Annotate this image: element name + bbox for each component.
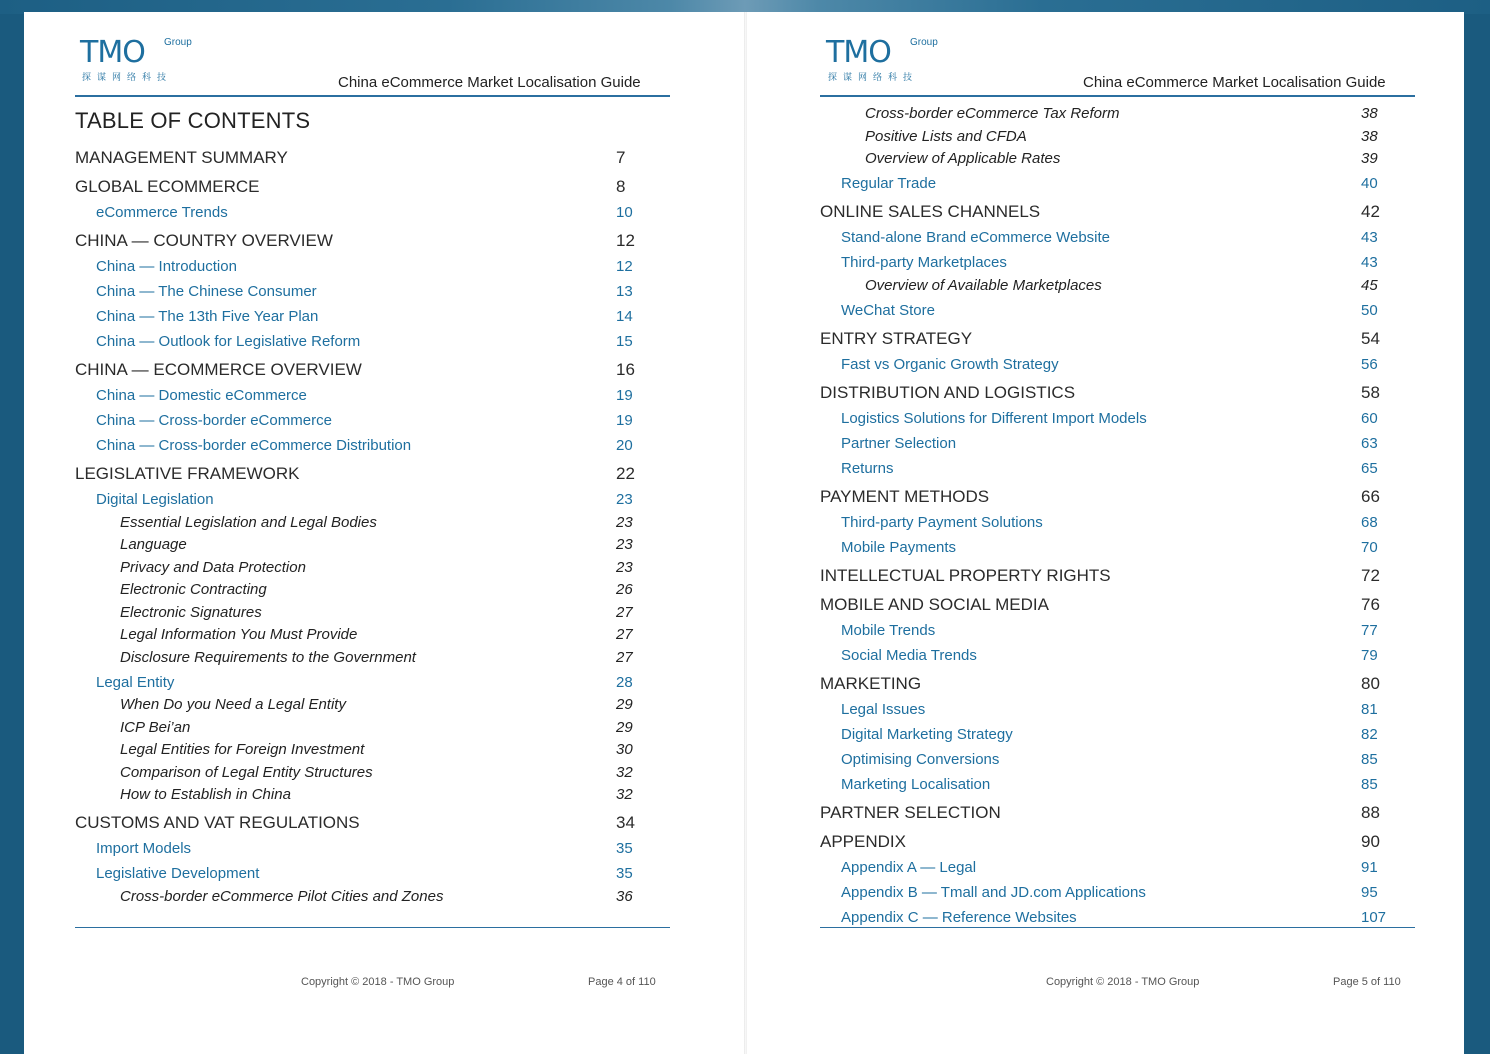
toc-entry-page: 60 (1361, 409, 1378, 427)
toc-entry-title: Electronic Signatures (120, 603, 262, 621)
logo-chinese-text: 探谋网络科技 (828, 72, 919, 82)
footer-rule-right (820, 927, 1415, 928)
toc-entry-title: Third-party Marketplaces (841, 254, 1007, 271)
logo-group-text: Group (164, 37, 192, 48)
toc-entry-title: Fast vs Organic Growth Strategy (841, 355, 1059, 373)
toc-entry-page: 19 (616, 387, 633, 404)
toc-entry-page: 82 (1361, 725, 1378, 743)
toc-entry-title: Appendix A — Legal (841, 858, 977, 876)
toc-entry-title: China — Cross-border eCommerce Distribution (96, 437, 412, 454)
toc-heading: TABLE OF CONTENTS (75, 108, 311, 133)
footer-rule-left (75, 927, 670, 928)
page-number-left: Page 4 of 110 (588, 976, 656, 988)
toc-entry-page: 66 (1361, 486, 1380, 506)
toc-entry-title: China — Domestic eCommerce (96, 387, 307, 404)
book-spine (744, 12, 747, 1054)
toc-entry-title: Appendix C — Reference Websites (841, 908, 1077, 926)
toc-entry-page: 30 (616, 741, 633, 758)
toc-entry-title: MARKETING (820, 673, 922, 693)
toc-entry-title: MOBILE AND SOCIAL MEDIA (820, 594, 1049, 614)
toc-entry-page: 22 (616, 464, 635, 483)
toc-entry-page: 65 (1361, 459, 1378, 477)
toc-entry-page: 20 (616, 437, 633, 454)
toc-entry-page: 16 (616, 360, 635, 379)
toc-entry-page: 70 (1361, 538, 1378, 556)
toc-entry-title: WeChat Store (841, 301, 935, 319)
toc-entry-title: Logistics Solutions for Different Import Models (841, 409, 1147, 427)
toc-entry-page: 32 (616, 763, 633, 781)
toc-entry-title: Overview of Applicable Rates (865, 150, 1061, 167)
toc-entry-title: Appendix B — Tmall and JD.com Applications (841, 883, 1146, 901)
toc-entry-title: Electronic Contracting (120, 581, 267, 598)
toc-entry-page: 19 (616, 412, 633, 429)
toc-entry-page: 23 (616, 536, 633, 553)
toc-entry-page: 42 (1361, 202, 1380, 221)
tmo-logo-left (80, 35, 210, 88)
toc-entry-page: 68 (1361, 513, 1378, 531)
toc-entry-title: Returns (841, 459, 894, 477)
toc-entry-title: Legal Issues (841, 700, 926, 718)
toc-entry-title: Digital Legislation (96, 491, 214, 508)
toc-entry-page: 43 (1361, 254, 1378, 271)
toc-entry-title: When Do you Need a Legal Entity (120, 696, 346, 713)
toc-entry-page: 34 (616, 813, 635, 832)
toc-entry-page: 26 (616, 581, 633, 598)
toc-entry-page: 35 (616, 865, 633, 882)
toc-entry-title: Stand-alone Brand eCommerce Website (841, 229, 1111, 246)
toc-entry-title: ONLINE SALES CHANNELS (820, 202, 1041, 221)
toc-entry-page: 23 (616, 513, 633, 531)
logo-text: TMO (826, 35, 891, 70)
toc-entry-title: APPENDIX (820, 831, 906, 851)
toc-entry-page: 7 (616, 148, 626, 167)
toc-entry-page: 95 (1361, 883, 1378, 901)
toc-entry-page: 91 (1361, 858, 1378, 876)
toc-entry-page: 50 (1361, 301, 1378, 319)
toc-entry-page: 40 (1361, 175, 1378, 192)
toc-entry-title: Regular Trade (841, 175, 937, 192)
toc-entry-title: Legal Entity (96, 673, 175, 691)
toc-entry-page: 58 (1361, 382, 1380, 402)
toc-entry-title: China — Introduction (96, 258, 237, 275)
toc-entry-title: MANAGEMENT SUMMARY (75, 148, 288, 167)
toc-entry-page: 13 (616, 283, 633, 300)
toc-entry-page: 29 (616, 718, 633, 736)
toc-entry-page: 12 (616, 258, 633, 275)
toc-entry-page: 14 (616, 308, 633, 325)
toc-entry-title: PAYMENT METHODS (820, 486, 990, 506)
toc-entry-title: Import Models (96, 840, 192, 857)
toc-entry-page: 15 (616, 333, 633, 350)
toc-entry-page: 88 (1361, 802, 1380, 822)
toc-entry-title: CUSTOMS AND VAT REGULATIONS (75, 813, 360, 832)
toc-entry-page: 32 (616, 786, 633, 803)
toc-entry-page: 54 (1361, 328, 1380, 348)
toc-entry-page: 23 (616, 491, 633, 508)
toc-entry-title: Cross-border eCommerce Pilot Cities and Zones (120, 887, 444, 905)
toc-entry-page: 12 (616, 231, 635, 250)
toc-entry-page: 36 (616, 887, 633, 905)
logo-chinese-text: 探谋网络科技 (82, 72, 173, 82)
toc-entry-title: Legal Entities for Foreign Investment (120, 741, 365, 758)
toc-entry-page: 45 (1361, 276, 1378, 294)
toc-entry-page: 72 (1361, 565, 1380, 585)
toc-entry-page: 28 (616, 673, 633, 691)
toc-entry-title: Cross-border eCommerce Tax Reform (865, 105, 1120, 122)
toc-entry-title: Partner Selection (841, 434, 957, 452)
header-rule-right (820, 95, 1415, 97)
toc-entry-title: Legislative Development (96, 865, 260, 882)
toc-entry-title: Marketing Localisation (841, 775, 991, 793)
toc-entry-title: Disclosure Requirements to the Government (120, 648, 416, 666)
toc-entry-page: 80 (1361, 673, 1380, 693)
toc-entry-page: 38 (1361, 105, 1378, 122)
toc-entry-page: 76 (1361, 594, 1380, 614)
toc-entry-title: Mobile Trends (841, 621, 936, 639)
toc-entry-page: 56 (1361, 355, 1378, 373)
toc-entry-page: 81 (1361, 700, 1378, 718)
toc-entry-page: 27 (616, 648, 633, 666)
guide-title-left: China eCommerce Market Localisation Guide (338, 74, 641, 91)
toc-entry-page: 79 (1361, 646, 1378, 664)
toc-entry-title: China — Outlook for Legislative Reform (96, 333, 361, 350)
toc-entry-page: 85 (1361, 750, 1378, 768)
toc-entry-page: 77 (1361, 621, 1378, 639)
toc-entry-title: eCommerce Trends (96, 204, 228, 221)
copyright-right: Copyright © 2018 - TMO Group (1046, 976, 1200, 988)
toc-entry-page: 107 (1361, 908, 1387, 926)
toc-entry-title: China — The 13th Five Year Plan (96, 308, 319, 325)
toc-entry-title: Positive Lists and CFDA (865, 127, 1027, 145)
toc-entry-title: ENTRY STRATEGY (820, 328, 973, 348)
guide-title-right: China eCommerce Market Localisation Guide (1083, 74, 1386, 91)
toc-entry-title: Third-party Payment Solutions (841, 513, 1043, 531)
toc-entry-title: China — Cross-border eCommerce (96, 412, 332, 429)
toc-entry-title: Essential Legislation and Legal Bodies (120, 513, 377, 531)
toc-entry-title: Language (120, 536, 187, 553)
toc-entry-page: 85 (1361, 775, 1378, 793)
toc-entry-title: GLOBAL ECOMMERCE (75, 177, 260, 196)
page-number-right: Page 5 of 110 (1333, 976, 1401, 988)
copyright-left: Copyright © 2018 - TMO Group (301, 976, 455, 988)
toc-entry-page: 10 (616, 204, 633, 221)
toc-entry-title: Comparison of Legal Entity Structures (120, 763, 373, 781)
logo-text: TMO (80, 35, 145, 70)
toc-entry-title: Legal Information You Must Provide (120, 626, 358, 643)
toc-entry-title: Optimising Conversions (841, 750, 1000, 768)
toc-entry-page: 63 (1361, 434, 1378, 452)
toc-entry-title: INTELLECTUAL PROPERTY RIGHTS (820, 565, 1111, 585)
toc-entry-title: How to Establish in China (120, 786, 291, 803)
tmo-logo-right (826, 35, 956, 88)
header-rule-left (75, 95, 670, 97)
toc-entry-page: 27 (616, 603, 633, 621)
toc-entry-title: Overview of Available Marketplaces (865, 276, 1102, 294)
toc-entry-title: Privacy and Data Protection (120, 558, 306, 576)
toc-entry-page: 23 (616, 558, 633, 576)
toc-entry-title: Social Media Trends (841, 646, 977, 664)
toc-entry-page: 39 (1361, 150, 1378, 167)
toc-entry-title: Digital Marketing Strategy (841, 725, 1013, 743)
toc-entry-page: 8 (616, 177, 626, 196)
logo-group-text: Group (910, 37, 938, 48)
toc-entry-page: 27 (616, 626, 633, 643)
toc-entry-page: 90 (1361, 831, 1380, 851)
toc-entry-title: China — The Chinese Consumer (96, 283, 317, 300)
toc-entry-page: 29 (616, 696, 633, 713)
toc-entry-title: ICP Bei’an (120, 718, 191, 736)
toc-entry-title: DISTRIBUTION AND LOGISTICS (820, 382, 1076, 402)
toc-entry-page: 38 (1361, 127, 1378, 145)
toc-entry-title: Mobile Payments (841, 538, 957, 556)
toc-entry-page: 35 (616, 840, 633, 857)
toc-entry-title: PARTNER SELECTION (820, 802, 1001, 822)
toc-entry-title: LEGISLATIVE FRAMEWORK (75, 464, 300, 483)
toc-entry-title: CHINA — COUNTRY OVERVIEW (75, 231, 333, 250)
toc-entry-title: CHINA — ECOMMERCE OVERVIEW (75, 360, 362, 379)
toc-entry-page: 43 (1361, 229, 1378, 246)
